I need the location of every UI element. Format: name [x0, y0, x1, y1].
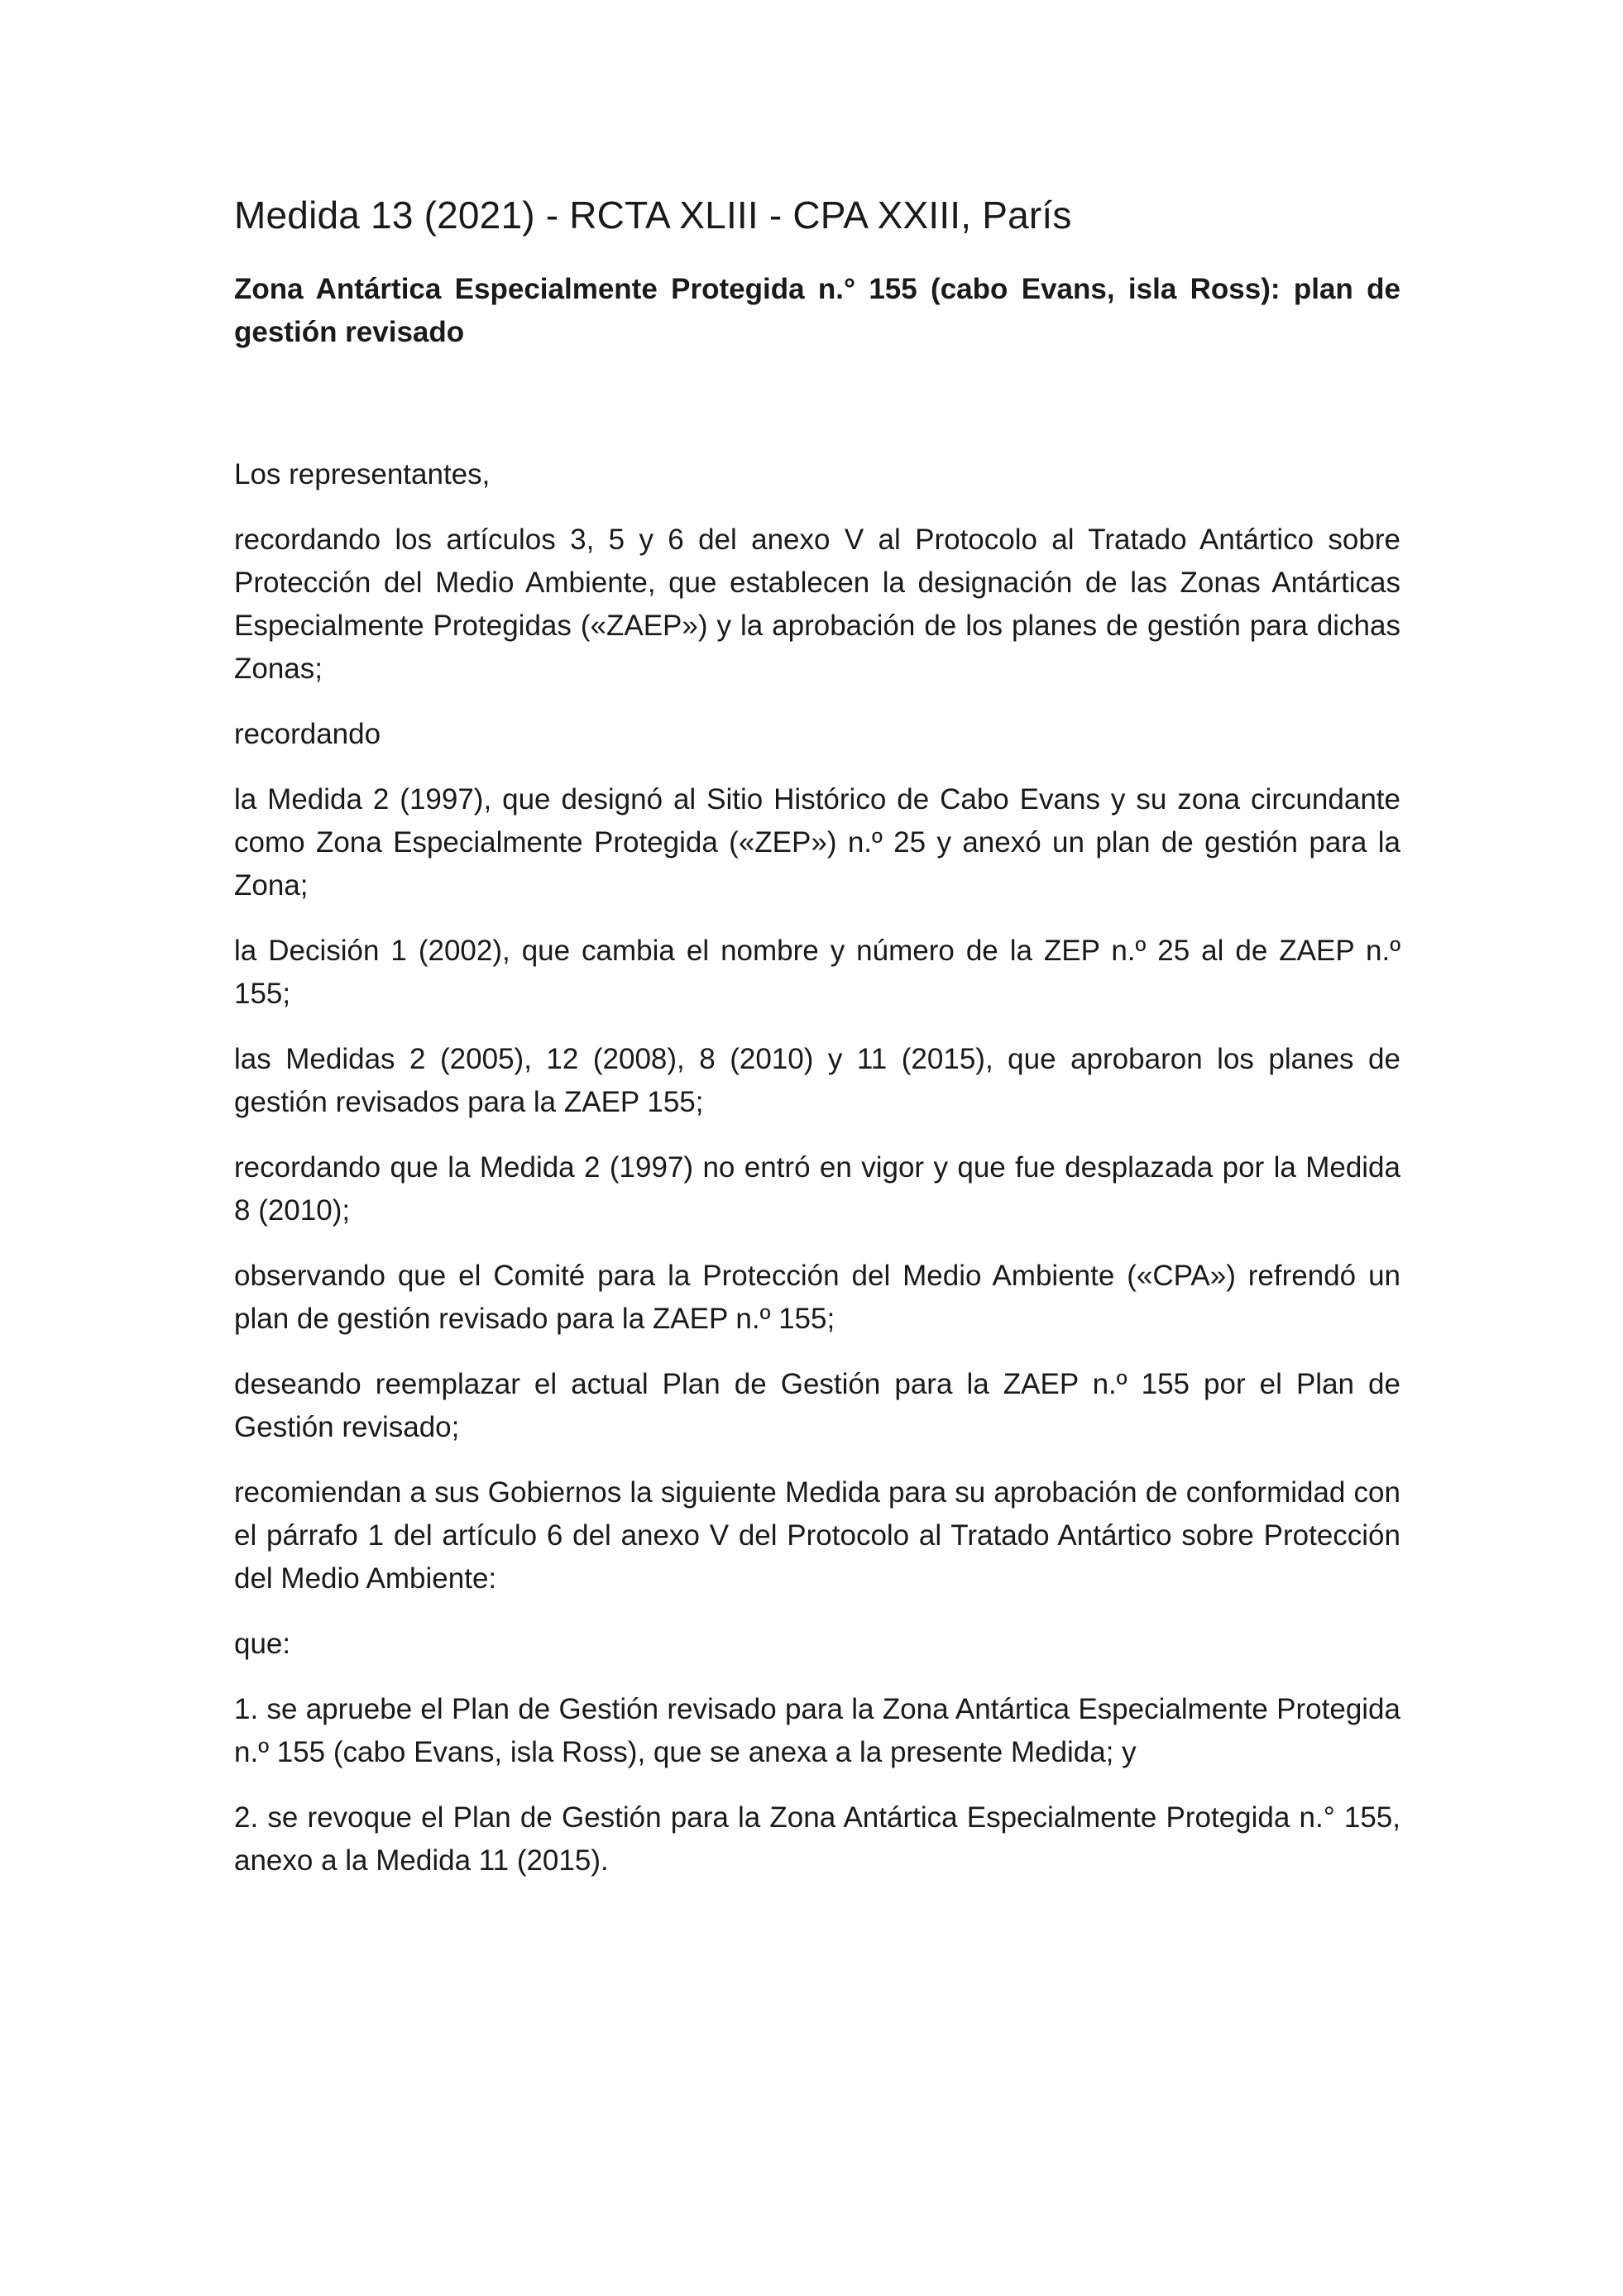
paragraph-measure-1997: la Medida 2 (1997), que designó al Sitio Histórico de Cabo Evans y su zona circundante como Zona Especialmente Protegida («ZEP») n.º 25 y anexó un plan de gestión para la Zona;	[234, 782, 1400, 902]
paragraph-not-in-force: recordando que la Medida 2 (1997) no entró en vigor y que fue desplazada por la Medida 8 (2010);	[234, 1150, 1400, 1227]
paragraph-item-1: 1. se apruebe el Plan de Gestión revisado para la Zona Antártica Especialmente Protegida n.º 155 (cabo Evans, isla Ross), que se anexa a la presente Medida; y	[234, 1692, 1400, 1768]
paragraph-measures-revised: las Medidas 2 (2005), 12 (2008), 8 (2010) y 11 (2015), que aprobaron los planes de gestión revisados para la ZAEP 155;	[234, 1042, 1400, 1118]
paragraph-recalling: recordando	[234, 717, 381, 750]
document-body	[234, 192, 1400, 1905]
paragraph-recalling-articles: recordando los artículos 3, 5 y 6 del anexo V al Protocolo al Tratado Antártico sobre Protección del Medio Ambiente, que establecen la designación de las Zonas Antárticas Especialmente Protegidas («ZAEP») y la aprobación de los planes de gestión para dichas Zonas;	[234, 523, 1400, 685]
paragraph-item-2: 2. se revoque el Plan de Gestión para la Zona Antártica Especialmente Protegida n.° 155, anexo a la Medida 11 (2015).	[234, 1801, 1400, 1877]
document-title: Medida 13 (2021) - RCTA XLIII - CPA XXIII, París	[234, 194, 1072, 237]
paragraph-desiring: deseando reemplazar el actual Plan de Gestión para la ZAEP n.º 155 por el Plan de Gestión revisado;	[234, 1367, 1400, 1443]
document-subtitle: Zona Antártica Especialmente Protegida n.° 155 (cabo Evans, isla Ross): plan de gestión revisado	[234, 272, 1400, 348]
paragraph-preamble: Los representantes,	[234, 457, 491, 490]
paragraph-that: que:	[234, 1627, 291, 1660]
paragraph-noting-cpa: observando que el Comité para la Protección del Medio Ambiente («CPA») refrendó un plan de gestión revisado para la ZAEP n.º 155;	[234, 1259, 1400, 1335]
paragraph-recommend: recomiendan a sus Gobiernos la siguiente Medida para su aprobación de conformidad con el párrafo 1 del artículo 6 del anexo V del Protocolo al Tratado Antártico sobre Protección del Medio Ambiente:	[234, 1476, 1400, 1595]
paragraph-decision-2002: la Decisión 1 (2002), que cambia el nombre y número de la ZEP n.º 25 al de ZAEP n.º 155;	[234, 934, 1400, 1010]
